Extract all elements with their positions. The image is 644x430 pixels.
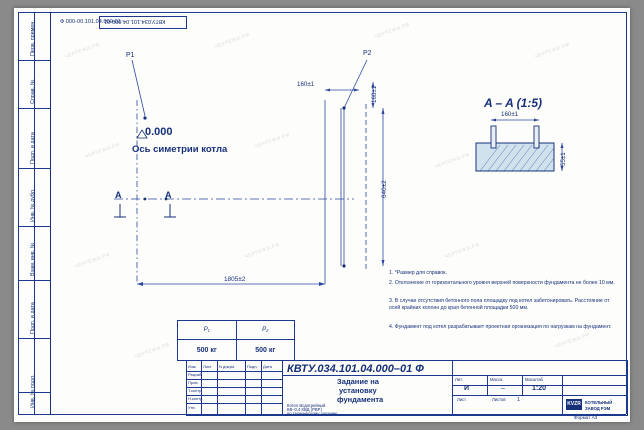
watermark: ЧЕРТЕЖИ.РФ (254, 131, 291, 151)
axis-label: Ось симетрии котла (132, 144, 228, 155)
lit-value: И (464, 385, 470, 392)
subtitle-3: по техническому заданию (287, 411, 338, 416)
margin-label-5: Взам. инв. № (30, 242, 36, 276)
subtitle-2: КВ–0,4 КВД (РВР) (287, 407, 322, 412)
margin-label-6: Подп. и дата (30, 302, 36, 334)
stamp-col-data: Дата (263, 364, 272, 369)
watermark: ЧЕРТЕЖИ.РФ (534, 41, 571, 61)
stamp-col-podp: Подп. (247, 364, 258, 369)
scale-header: Масштаб (525, 377, 543, 382)
mass-header: Масса (490, 377, 503, 382)
sheet-code-left: Ф 000-00.101.04.000-01 (60, 19, 121, 25)
role-tkontr: Т.контр. (188, 388, 203, 393)
watermark: ЧЕРТЕЖИ.РФ (214, 31, 251, 51)
sheet-value: 1 (517, 397, 521, 403)
elevation-label: 0.000 (145, 126, 173, 138)
company-name-1: КОТЕЛЬНЫЙ (585, 400, 613, 405)
note-2: 2. Отклонение от горизонтального уровня верхней поверхности фундамента не более 10 мм. (389, 280, 615, 286)
stamp-col-dokum: N докум. (219, 364, 236, 369)
section-mark-a-right: A (165, 190, 172, 200)
top-code-label: КВТУ.034.101.04.000-01 (104, 18, 166, 24)
note-4: 4. Фундамент под котел разрабатывает проектная организация по нагрузкам на фундамент. (389, 324, 612, 330)
dim-width-overall: 1805±2 (224, 276, 246, 283)
watermark: ЧЕРТЕЖИ.РФ (444, 241, 481, 261)
load-header-p2: P₂ (236, 321, 295, 340)
title-line-3: фундамента (337, 395, 384, 404)
watermark: ЧЕРТЕЖИ.РФ (434, 151, 471, 171)
table-row (178, 321, 295, 340)
note-1: 1. *Размер для справок. (389, 270, 447, 276)
stamp-col-izm: Изм. (188, 364, 197, 369)
company-name-2: ЗАВОД РЭМ (585, 406, 611, 411)
section-mark-a-left: A (115, 190, 122, 200)
designation: КВТУ.034.101.04.000–01 Ф (287, 363, 424, 375)
stamp-col-list: Лист (203, 364, 212, 369)
company-logo: KVZR (566, 399, 582, 410)
title-block (186, 360, 628, 416)
dim-height-right: 640±2 (381, 180, 388, 198)
load-value-p1: 500 кг (178, 340, 237, 361)
mark-p1: P1 (126, 52, 135, 59)
watermark: ЧЕРТЕЖИ.РФ (84, 141, 121, 161)
mass-value: – (501, 385, 505, 392)
watermark: ЧЕРТЕЖИ.РФ (554, 331, 591, 351)
sheets-header: Листов (492, 397, 506, 402)
dim-top-right-width: 160±1 (297, 81, 315, 88)
table-row (178, 340, 295, 361)
load-table (177, 320, 295, 361)
role-prov: Пров. (188, 380, 199, 385)
drawing-sheet (14, 8, 630, 422)
load-value-p2: 500 кг (236, 340, 295, 361)
role-utv: Утв. (188, 405, 196, 410)
margin-label-3: Подп. и дата (30, 132, 36, 164)
margin-label-2: Справ. № (30, 79, 36, 104)
role-nkontr: Н.контр. (188, 396, 204, 401)
dim-top-right-height: 160±1 (371, 85, 378, 103)
role-razrab: Разраб. (188, 372, 203, 377)
margin-label-4: Инв. № дубл. (30, 188, 36, 222)
format-note: Формат A3 (574, 415, 598, 420)
watermark: ЧЕРТЕЖИ.РФ (374, 21, 411, 41)
watermark: ЧЕРТЕЖИ.РФ (64, 41, 101, 61)
watermark: ЧЕРТЕЖИ.РФ (134, 341, 171, 361)
scale-value: 1:20 (532, 385, 547, 392)
dim-section-height: 55±1 (560, 152, 567, 166)
section-title: A – A (1:5) (484, 96, 543, 110)
margin-label-7: Инв. № подл. (30, 374, 36, 408)
title-line-2: установку (339, 386, 377, 395)
watermark: ЧЕРТЕЖИ.РФ (244, 241, 281, 261)
note-3: 3. В случае отсутствия бетонного пола площадку под котел забетонировать. Расстояние от осей крайних колонн до края бетонной площадки 500 мм. (389, 298, 610, 312)
dim-section-width: 160±1 (501, 111, 519, 118)
title-line-1: Задание на (337, 377, 379, 386)
mark-p2: P2 (363, 50, 372, 57)
lit-header: Лит. (455, 377, 463, 382)
sheet-header: Лист (457, 397, 467, 402)
watermark: ЧЕРТЕЖИ.РФ (74, 251, 111, 271)
margin-label-1: Перв. примен. (30, 20, 36, 56)
subtitle-1: Котел Водогрейный (287, 403, 326, 408)
load-header-p1: P₁ (178, 321, 237, 340)
